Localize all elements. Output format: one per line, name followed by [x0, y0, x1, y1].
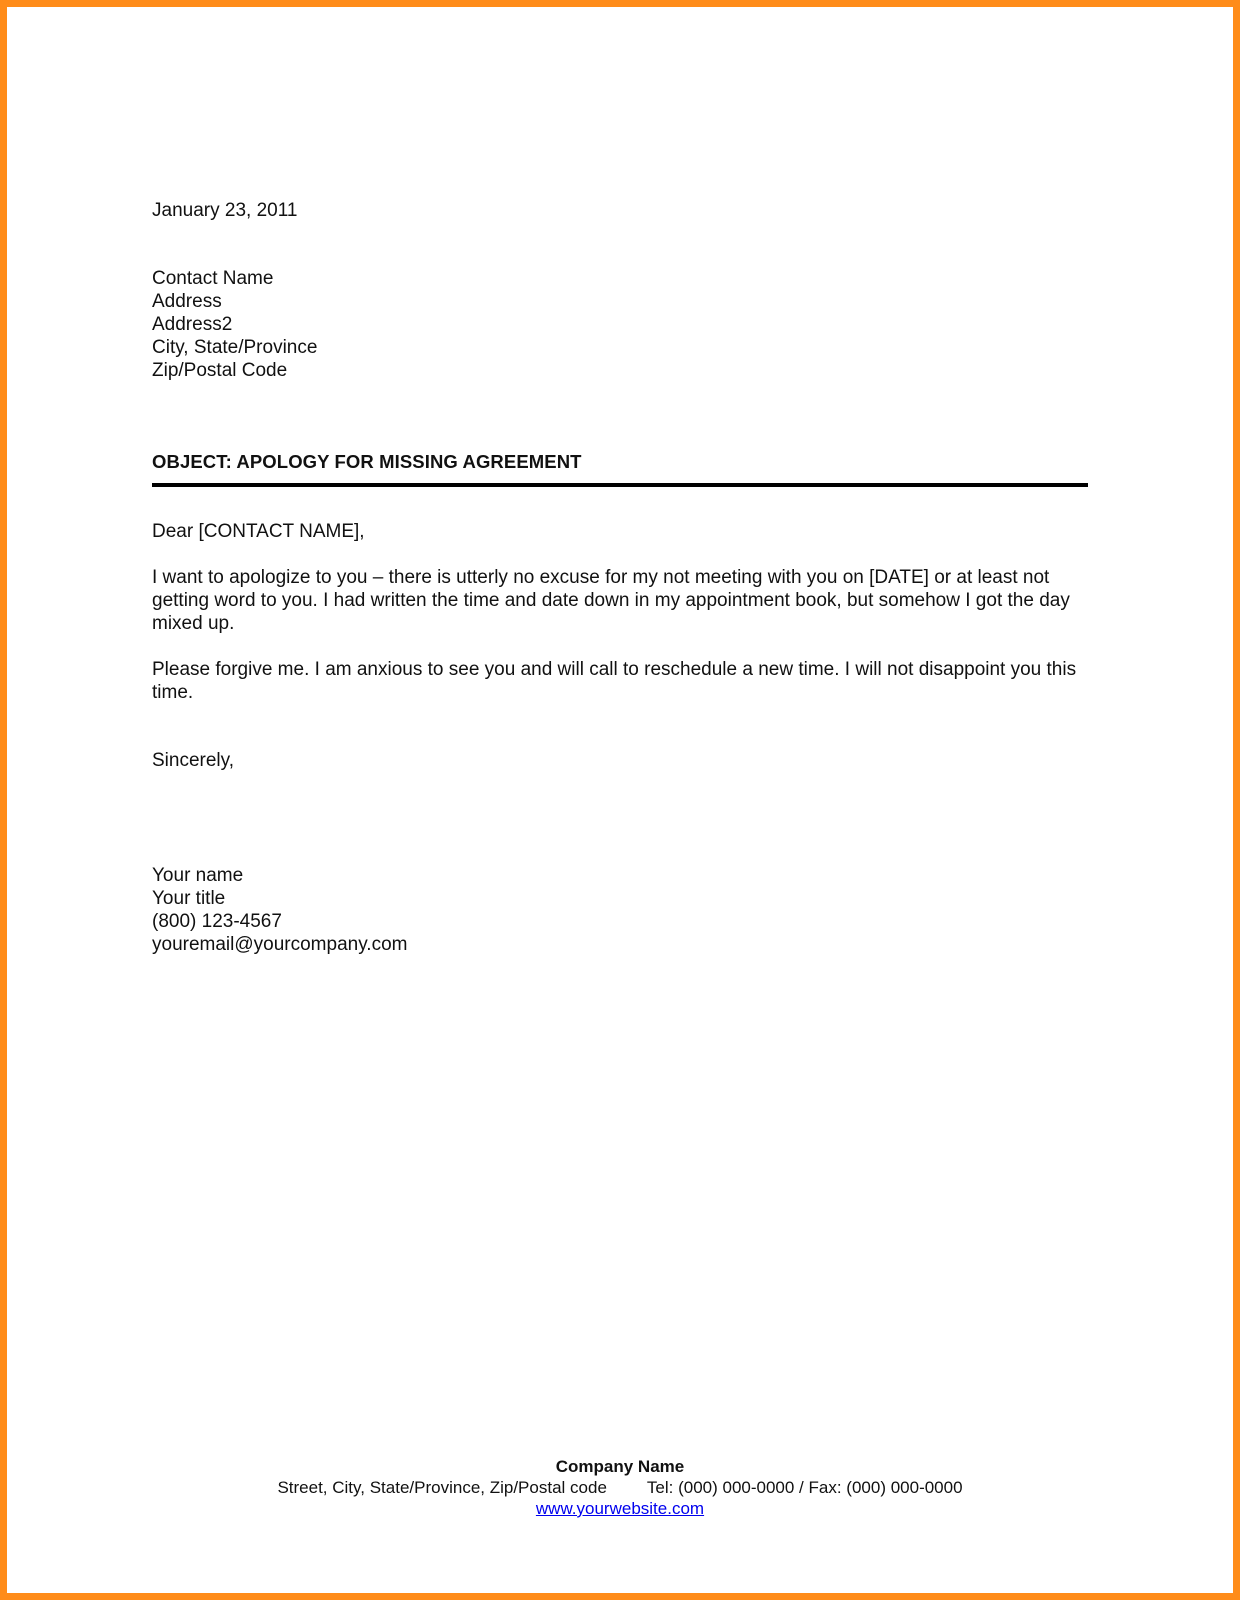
letter-date: January 23, 2011: [152, 200, 298, 221]
signature-phone: (800) 123-4567: [152, 911, 282, 932]
subject-heading: OBJECT: APOLOGY FOR MISSING AGREEMENT: [152, 451, 582, 472]
letter-footer: [0, 1456, 1240, 1519]
footer-company-name: Company Name: [555, 1457, 685, 1476]
footer-tel-fax: Tel: (000) 000-0000 / Fax: (000) 000-0000: [646, 1478, 963, 1497]
closing: Sincerely,: [152, 750, 235, 771]
signature-name: Your name: [152, 865, 244, 886]
footer-address: Street, City, State/Province, Zip/Postal code: [277, 1478, 607, 1497]
recipient-address: Address: [152, 291, 222, 312]
recipient-address2: Address2: [152, 314, 233, 335]
recipient-city-state: City, State/Province: [152, 337, 318, 358]
signature-block: [152, 864, 407, 956]
body-paragraph: Please forgive me. I am anxious to see you and will call to reschedule a new time. I will not disappoint you this time.: [152, 659, 1077, 703]
footer-website-link[interactable]: www.yourwebsite.com: [535, 1499, 705, 1518]
signature-title: Your title: [152, 888, 226, 909]
footer-contact-line: [0, 1477, 1240, 1498]
body-paragraph: I want to apologize to you – there is utterly no excuse for my not meeting with you on [DATE] or at least not getting word to you. I had written the time and date down in my appointment book, but somehow I got the day mixed up.: [152, 567, 1070, 634]
subject-divider: [152, 483, 1088, 487]
recipient-name: Contact Name: [152, 268, 274, 289]
signature-email: youremail@yourcompany.com: [152, 934, 408, 955]
recipient-block: [152, 267, 317, 382]
salutation: Dear [CONTACT NAME],: [152, 521, 365, 542]
recipient-zip: Zip/Postal Code: [152, 360, 288, 381]
